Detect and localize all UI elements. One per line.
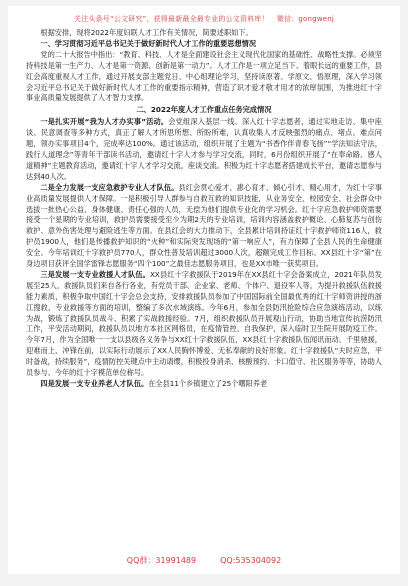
- paragraph-text: 会党组深入基层一线、深入红十字志愿者，通过实地走访、集中座谈、民意调查等多种方式，真正了解人才所思所想、所盼所难，认真收集人才反映强烈的痛点、堵点、难点问题，领办实事项目4个，完成率达100%。通过该活动，组织开展了主题为“书香作伴青春飞扬”“学法知法守法，践行人道理念”等青年干部读书活动，邀请红十字人才参与学习交流，同时，6月份组织开展了“在奉命路、感人道精神”主题教育活动，邀请红十字人才学习交流，座谈交流。积极为红十字志愿者搭建成长平台，邀请志愿参与达到40人次。: [26, 117, 382, 181]
- body-paragraph: [26, 50, 382, 105]
- footer-contact: [8, 556, 400, 566]
- paragraph-lead: 一是扎实开展“我为人才办实事”活动。: [40, 117, 169, 127]
- banner-wechat-text: 微信：gongwenj: [276, 15, 335, 23]
- body-paragraph: [26, 183, 382, 270]
- section-heading-2: [26, 105, 382, 116]
- paragraph-lead: 二是全力发展一支应急救护专业人才队伍。: [40, 182, 179, 192]
- paragraph-lead: 四是发展一支专业养老人才队伍。: [40, 379, 149, 388]
- paragraph-text: 县红会贯心爱才、惠心育才、倾心引才、精心用才，为红十字事业高质量发展提供人才保障。一是积极引导人群参与自救互救的知识技能，从业务安全、校园安全、社会群众中选拔一批热心公益、身体健康、责任心强的人员，无偿为他们提供专业化的学习机会。红十字应急救护师资需要接受一个星期的专业培训，救护员需要接受至少为期2天的专业培训，培训内容涵盖救护概论、心肺复苏与创伤救护、意外伤害处理与避险逃生等方面。在县红会的大力推动下，全县累计培训持证红十字救护师资116人，救护员1900人，他们是传播救护知识的“火种”和实际突发现场的“第一响应人”，有力保障了全县人民的生命健康安全。今年培训红十字救护员770人，群众性普及培训超过3000人次，超额完成工作目标。XX县红十字“第”在身边项目获评全国学雷锋志愿服务“四个100”之最佳志愿服务项目，也是XX市唯一获奖项目。: [26, 182, 382, 269]
- document-body: [26, 28, 382, 390]
- banner-promo-text: 关注头条号“公文研究”，获得最新最全最专业的公文资料库！: [73, 15, 269, 23]
- heading-text: 一、学习贯彻习近平总书记关于做好新时代人才工作的重要思想情况: [40, 38, 257, 48]
- paragraph-text: 党的二十大报告中指出：“教育、科技、人才是全面建设社会主义现代化国家的基础性、战略性支撑。必须坚持科技是第一生产力、人才是第一资源、创新是第一动力”。人才工作是一项立足当下、着眼长远的重要工作，县红会高度重视人才工作，通过开展支部主题党日、中心组理论学习，坚持读原著、学原文、悟原理，深入学习领会习近平总书记关于做好新时代人才工作的重要指示精神，营造了识才爱才敬才用才的浓厚氛围，为推进红十字事业高质量发展提供了人才智力支撑。: [26, 49, 382, 103]
- paragraph-text: 在全县11个乡镇建立了25个曙阳养老: [148, 379, 268, 388]
- paragraph-lead: 三是发展一支专业救援人才队伍。: [40, 269, 150, 279]
- body-paragraph: [26, 270, 382, 379]
- intro-paragraph: [26, 28, 382, 39]
- heading-text: 二、2022年度人才工作重点任务完成情况: [136, 105, 272, 115]
- header-banner: [26, 14, 382, 24]
- body-paragraph: [26, 379, 382, 390]
- qq-number-text: QQ:535304092: [220, 556, 282, 565]
- body-paragraph: [26, 117, 382, 182]
- paragraph-text: XX县红十字救援队于2019年在XX县红十字会备案成立，2021年队员发展至25人，救援队员们来自各行各业，有党员干部、企业家、老师、个体户、退役军人等。为提升救援队伍救援能力素质，积极争取中国红十字会总会支持，安排救援队员参加了中国国际前全国最优秀的红十字师资讲授的浙江搜救、专业救援等方面的培训，整编了多次水域演练。今年6月，参加全县防汛抢险综合应急演练活动，以练为战，锻炼了救援队员战斗、积累了实战救援经验。7月，组织救援队员开展观山行动，协助当地宣传抗涝防汛工作，平安活动期间，救援队员以地方本社区网格员，在疫情管控、自我保护，深入临时卫生院开展防疫工作。今年7月，作为全国唯一一支以县级各义务争与XX红十字救援队伍，XX县红十字救援队伍闻讯而动、千里驰援，迎难而上、冲锋在前，以实际行动展示了XX人民胸怀博爱、无私奉献的良好形象。红十字救援队“夫时应急，平时备战，持续服务”，疫情防控关键点中主动请缨，积极投身消杀、核酸预约、卡口值守、社区服务等等，协助人员参与、今年的红十字模范单位称号。: [26, 269, 382, 378]
- document-page: [8, 6, 400, 574]
- qq-group-text: QQ群：31991489: [126, 556, 197, 565]
- section-heading-1: [26, 39, 382, 50]
- paragraph-text: 根据安排，现将2022年度妇联人才工作有关情况，简要述职如下。: [40, 28, 253, 37]
